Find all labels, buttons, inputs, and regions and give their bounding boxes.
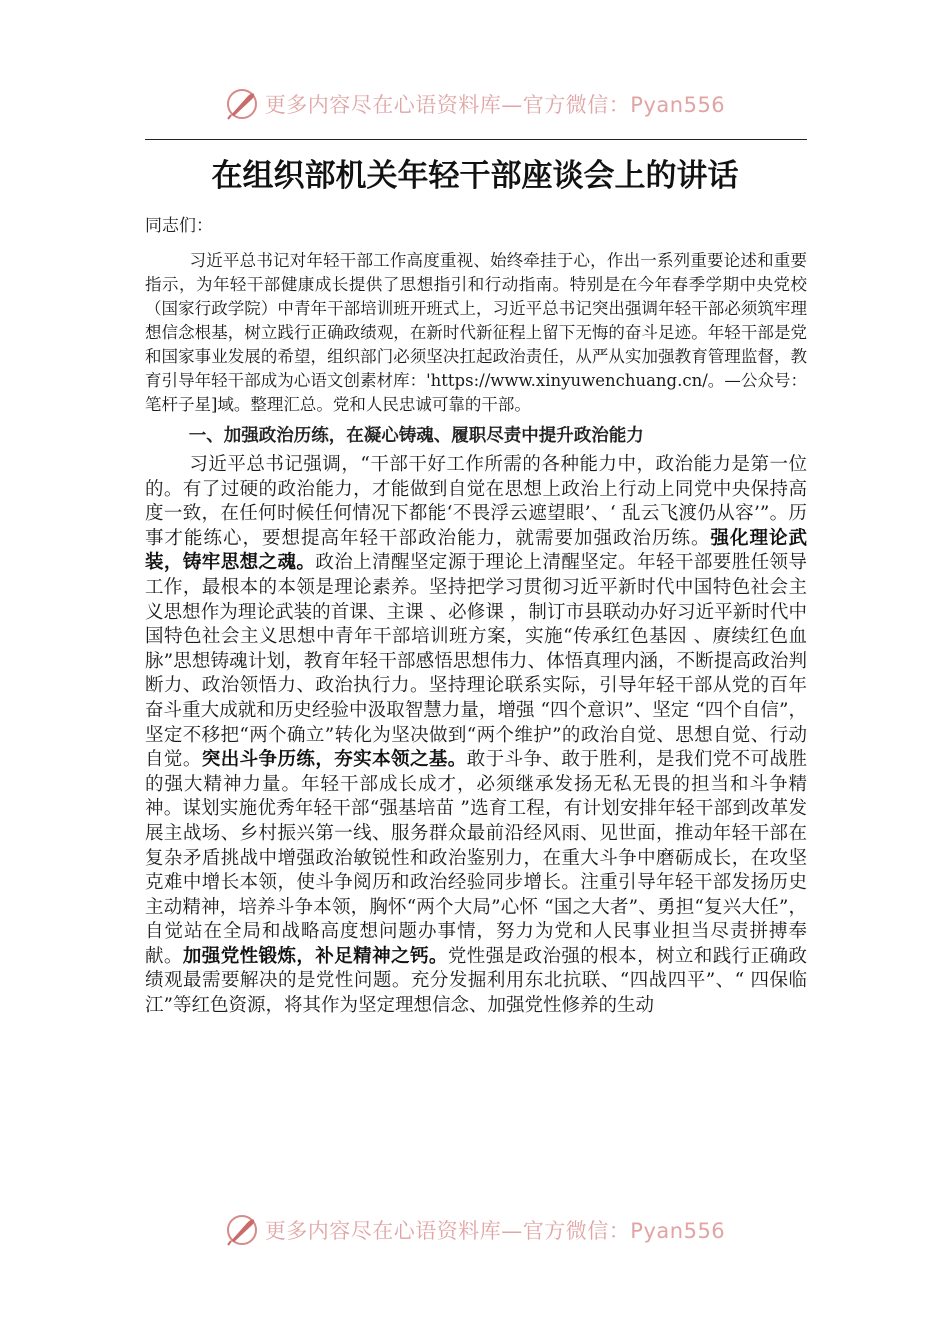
paragraph-text-segment: 敢于斗争、敢于胜利，是我们党不可战胜的强大精神力量。年轻干部成长成才，必须继承发扬无私无畏的担当和斗争精神。谋划实施优秀年轻干部“强基培苗 ”选育工程，有计划安排年轻干部到改革发展主战场、乡村振兴第一线、服务群众最前沿经风雨、见世面，推动年轻干部在复杂矛盾挑战中增强政治敏锐性和政治鉴别力，在重大斗争中磨砺成长，在攻坚克难中增长本领，使斗争阅历和政治经验同步增长。注重引导年轻干部发扬历史主动精神，培养斗争本领，胸怀“两个大局”心怀 “国之大者”、勇担“复兴大任”，自觉站在全局和战略高度想问题办事情，努力为党和人民事业担当尽责拼搏奉献。	[145, 749, 807, 967]
paragraph-text-segment: 党性强是政治强的根本，树立和践行正确政绩观最需要解决的是党性问题。充分发掘利用东北抗联、“四战四平”、“ 四保临江”等红色资源，将其作为坚定理想信念、加强党性修养的生动	[145, 945, 807, 1017]
salutation: 同志们：	[145, 216, 213, 236]
footer-watermark-banner	[0, 1210, 950, 1250]
bold-point-party-spirit: 加强党性锻炼，补足精神之钙。	[182, 945, 448, 967]
paragraph-text-segment: 政治上清醒坚定源于理论上清醒坚定。年轻干部要胜任领导工作，最根本的本领是理论素养。坚持把学习贯彻习近平新时代中国特色社会主义思想作为理论武装的首课、主课 、必修课 ，制订市县联动办好习近平新时代中国特色社会主义思想中青年干部培训班方案，实施“传承红色基因 、赓续红色血脉”思想铸魂计划，教育年轻干部感悟思想伟力、体悟真理内涵，不断提高政治判断力、政治领悟力、政治执行力。坚持理论联系实际，引导年轻干部从党的百年奋斗重大成就和历史经验中汲取智慧力量，增强 “四个意识”、坚定 “四个自信”，坚定不移把“两个确立”转化为坚决做到“两个维护”的政治自觉、思想自觉、行动自觉。	[145, 552, 807, 771]
document-title: 在组织部机关年轻干部座谈会上的讲话	[211, 158, 739, 194]
bold-point-theory: 强化理论武装，铸牢思想之魂。	[145, 527, 807, 574]
section-1-paragraph	[145, 453, 807, 1019]
quill-seal-logo-icon	[225, 1213, 259, 1247]
quill-seal-logo-icon	[225, 87, 259, 121]
footer-watermark-text: 更多内容尽在心语资料库—官方微信：Pyan556	[264, 1219, 726, 1243]
bold-point-struggle: 突出斗争历练，夯实本领之基。	[201, 749, 467, 771]
document-body	[145, 214, 807, 1019]
paragraph-text-segment: 习近平总书记强调，“干部干好工作所需的各种能力中，政治能力是第一位的。有了过硬的政治能力，才能做到自觉在思想上政治上行动上同党中央保持高度一致，在任何时候任何情况下都能‘不畏浮云遮望眼’、‘ 乱云飞渡仍从容’”。历事才能练心，要想提高年轻干部政治能力，就需要加强政治历练。	[145, 454, 807, 549]
section-1-heading: 一、加强政治历练，在凝心铸魂、履职尽责中提升政治能力	[188, 426, 644, 446]
intro-paragraph: 习近平总书记对年轻干部工作高度重视、始终牵挂于心，作出一系列重要论述和重要指示，为年轻干部健康成长提供了思想指引和行动指南。特别是在今年春季学期中央党校（国家行政学院）中青年干部培训班开班式上，习近平总书记突出强调年轻干部必须筑牢理想信念根基，树立践行正确政绩观，在新时代新征程上留下无悔的奋斗足迹。年轻干部是党和国家事业发展的希望，组织部门必须坚决扛起政治责任，从严从实加强教育管理监督，教育引导年轻干部成为心语文创素材库：'https://www.xinyuwenchuang.cn/。—公众号：笔杆子星]域。整理汇总。党和人民忠诚可靠的干部。	[145, 251, 807, 414]
header-watermark-text: 更多内容尽在心语资料库—官方微信：Pyan556	[264, 93, 726, 117]
title-divider	[145, 139, 807, 140]
header-watermark-banner	[0, 84, 950, 124]
